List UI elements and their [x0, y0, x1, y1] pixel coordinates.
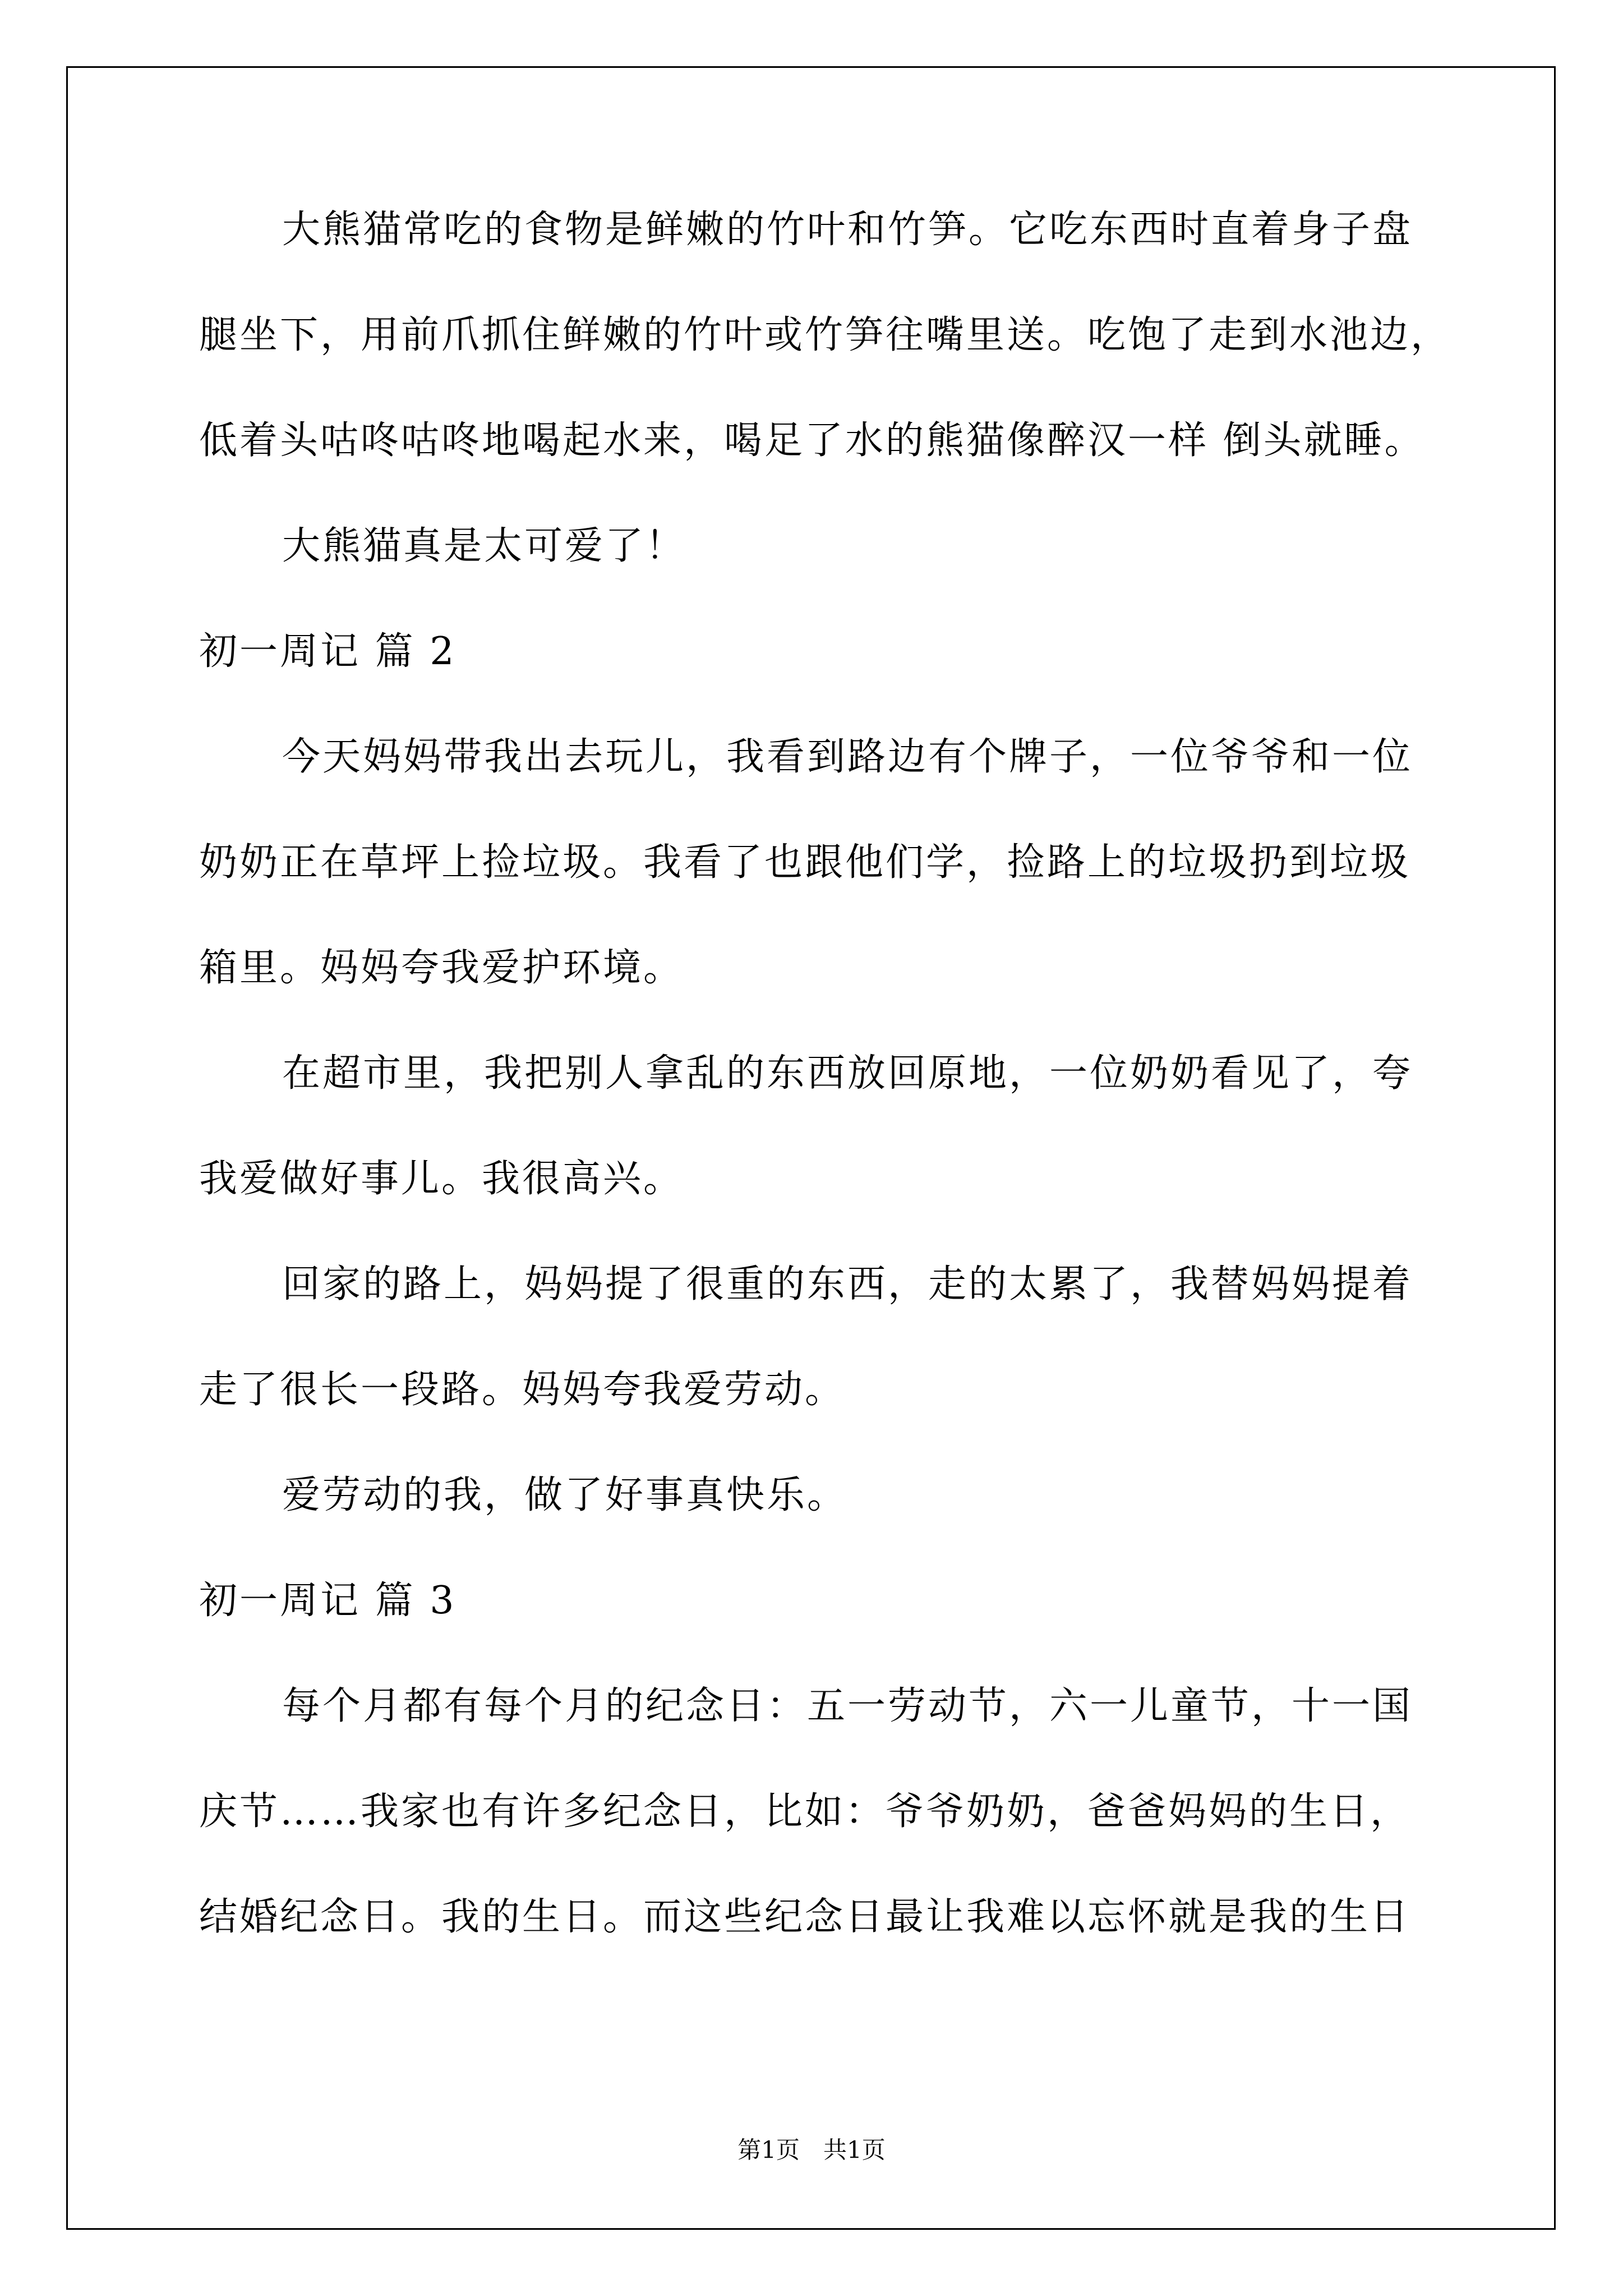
paragraph-line: 在超市里，我把别人拿乱的东西放回原地，一位奶奶看见了，夸: [282, 1051, 1413, 1096]
paragraph-line: 我爱做好事儿。我很高兴。: [199, 1157, 684, 1201]
paragraph-line: 箱里。妈妈夸我爱护环境。: [199, 946, 684, 990]
paragraph-line: 大熊猫真是太可爱了！: [282, 524, 686, 568]
paragraph-line: 奶奶正在草坪上捡垃圾。我看了也跟他们学，捡路上的垃圾扔到垃圾: [199, 840, 1411, 885]
section-heading: 初一周记 篇 3: [199, 1579, 457, 1623]
paragraph-line: 每个月都有每个月的纪念日：五一劳动节，六一儿童节，十一国: [282, 1684, 1413, 1728]
paragraph-line: 回家的路上，妈妈提了很重的东西，走的太累了，我替妈妈提着: [282, 1262, 1413, 1306]
section-heading: 初一周记 篇 2: [199, 629, 457, 674]
paragraph-line: 结婚纪念日。我的生日。而这些纪念日最让我难以忘怀就是我的生日: [199, 1895, 1411, 1939]
paragraph-line: 爱劳动的我，做了好事真快乐。: [282, 1473, 848, 1517]
paragraph-line: 庆节……我家也有许多纪念日，比如：爷爷奶奶，爸爸妈妈的生日，: [199, 1789, 1411, 1834]
paragraph-line: 腿坐下，用前爪抓住鲜嫩的竹叶或竹笋往嘴里送。吃饱了走到水池边，: [199, 313, 1451, 357]
paragraph-line: 大熊猫常吃的食物是鲜嫩的竹叶和竹笋。它吃东西时直着身子盘: [282, 208, 1413, 252]
paragraph-line: 走了很长一段路。妈妈夸我爱劳动。: [199, 1368, 846, 1412]
page-footer: 第1页 共1页: [737, 2136, 886, 2164]
paragraph-line: 低着头咕咚咕咚地喝起水来，喝足了水的熊猫像醉汉一样 倒头就睡。: [199, 418, 1425, 463]
paragraph-line: 今天妈妈带我出去玩儿，我看到路边有个牌子，一位爷爷和一位: [282, 735, 1413, 779]
